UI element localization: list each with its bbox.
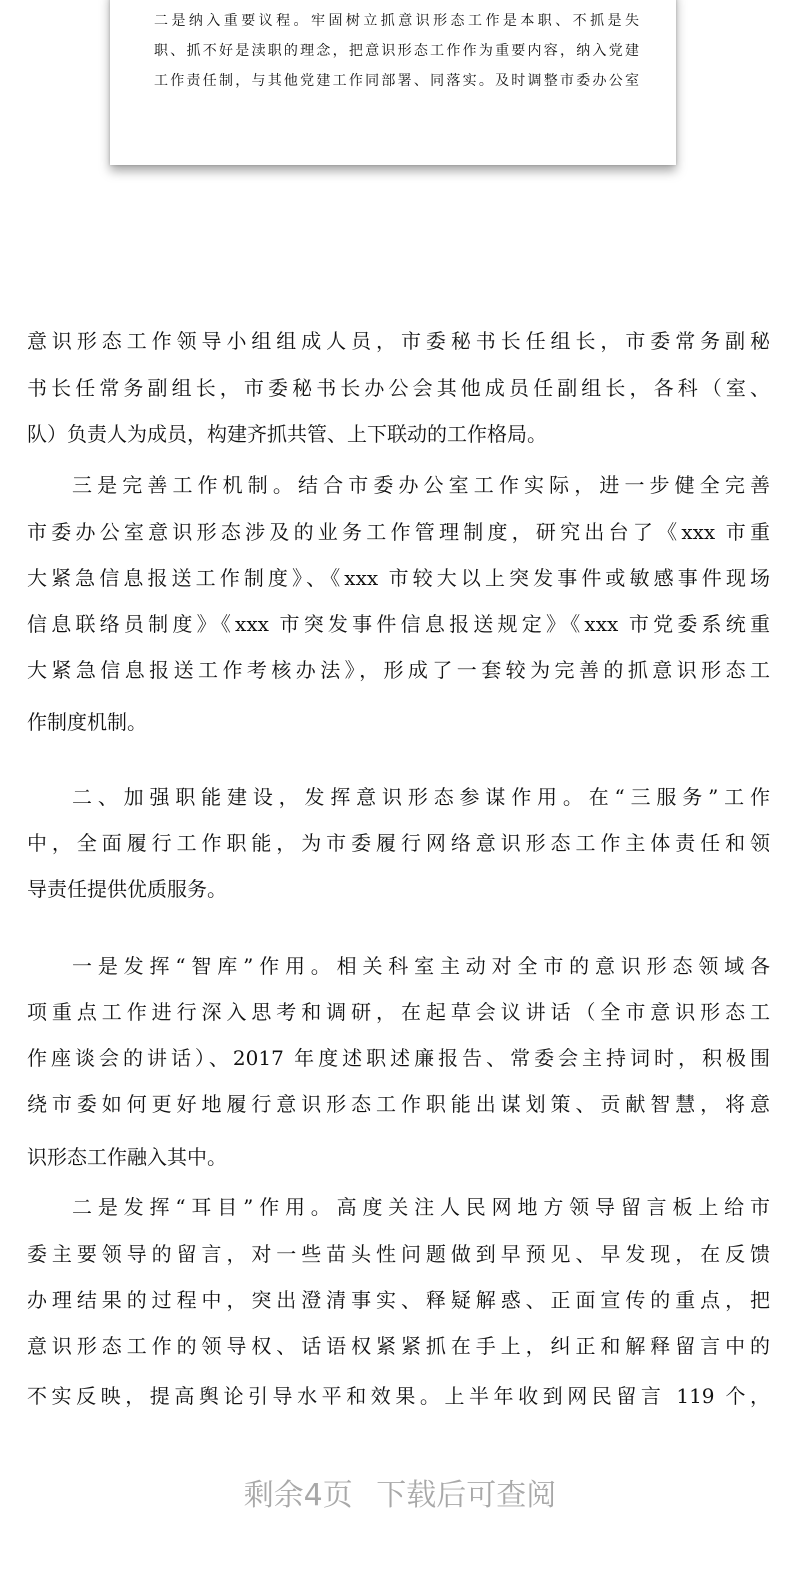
- card-line: 二是纳入重要议程。牢固树立抓意识形态工作是本职、不抓是失: [154, 13, 639, 29]
- document-line: 中，全面履行工作职能，为市委履行网络意识形态工作主体责任和领: [27, 831, 770, 855]
- document-line: 二、加强职能建设，发挥意识形态参谋作用。在“三服务”工作: [72, 785, 770, 809]
- document-line: 队）负责人为成员，构建齐抓共管、上下联动的工作格局。: [27, 422, 547, 446]
- document-line: 意识形态工作的领导权、话语权紧紧抓在手上，纠正和解释留言中的: [27, 1334, 770, 1358]
- document-line: 项重点工作进行深入思考和调研，在起草会议讲话（全市意识形态工: [27, 1000, 770, 1024]
- document-line: 办理结果的过程中，突出澄清事实、释疑解惑、正面宣传的重点，把: [27, 1288, 770, 1312]
- document-line: 书长任常务副组长，市委秘书长办公会其他成员任副组长，各科（室、: [27, 376, 770, 400]
- card-line: 工作责任制，与其他党建工作同部署、同落实。及时调整市委办公室: [154, 73, 639, 89]
- card-line: 职、抓不好是渎职的理念，把意识形态工作作为重要内容，纳入党建: [154, 43, 639, 59]
- document-line: 作制度机制。: [27, 710, 147, 734]
- document-line: 绕市委如何更好地履行意识形态工作职能出谋划策、贡献智慧，将意: [27, 1092, 770, 1116]
- document-line: 大紧急信息报送工作考核办法》，形成了一套较为完善的抓意识形态工: [27, 658, 770, 682]
- document-line: 识形态工作融入其中。: [27, 1145, 227, 1169]
- document-line: 委主要领导的留言，对一些苗头性问题做到早预见、早发现，在反馈: [27, 1242, 770, 1266]
- document-line: 大紧急信息报送工作制度》、《xxx 市较大以上突发事件或敏感事件现场: [27, 566, 770, 590]
- document-line: 一是发挥“智库”作用。相关科室主动对全市的意识形态领域各: [72, 954, 770, 978]
- document-line: 三是完善工作机制。结合市委办公室工作实际，进一步健全完善: [72, 473, 770, 497]
- document-line: 二是发挥“耳目”作用。高度关注人民网地方领导留言板上给市: [72, 1195, 770, 1219]
- download-to-read-more-button[interactable]: 剩余4页 下载后可查阅: [243, 1478, 557, 1513]
- document-line: 作座谈会的讲话）、2017 年度述职述廉报告、常委会主持词时，积极围: [27, 1046, 770, 1070]
- document-line: 市委办公室意识形态涉及的业务工作管理制度，研究出台了《xxx 市重: [27, 520, 770, 544]
- preview-page-card: [110, 0, 676, 165]
- document-line: 不实反映，提高舆论引导水平和效果。上半年收到网民留言 119 个，: [27, 1384, 770, 1408]
- document-line: 意识形态工作领导小组组成人员，市委秘书长任组长，市委常务副秘: [27, 329, 770, 353]
- document-line: 信息联络员制度》《xxx 市突发事件信息报送规定》《xxx 市党委系统重: [27, 612, 770, 636]
- document-line: 导责任提供优质服务。: [27, 877, 227, 901]
